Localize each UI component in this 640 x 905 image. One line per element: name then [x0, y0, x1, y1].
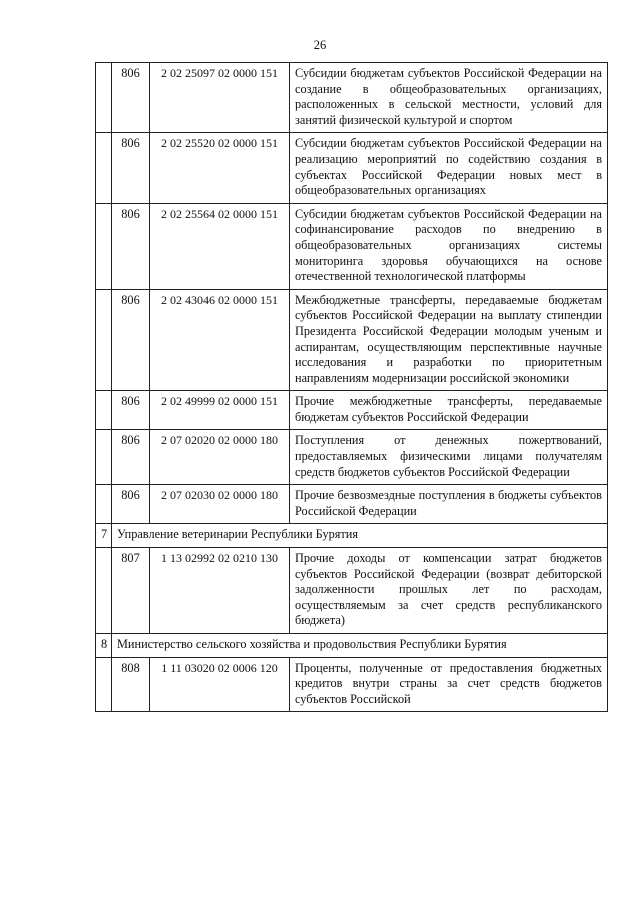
row-number-cell	[96, 203, 112, 289]
revenue-code-cell: 1 13 02992 02 0210 130	[150, 548, 290, 634]
admin-code-cell: 806	[112, 430, 150, 485]
revenue-code-cell: 2 02 49999 02 0000 151	[150, 391, 290, 430]
page-number: 26	[313, 38, 327, 52]
table-row	[96, 657, 608, 712]
revenue-name-cell: Прочие межбюджетные трансферты, передаваемые бюджетам субъектов Российской Федерации	[290, 391, 608, 430]
table-row	[96, 63, 608, 133]
row-number-cell	[96, 548, 112, 634]
section-number: 8	[96, 634, 112, 658]
revenue-name-cell: Субсидии бюджетам субъектов Российской Федерации на реализацию мероприятий по содействию создания в субъектах Российской Федерации новых мест в общеобразовательных организациях	[290, 133, 608, 203]
revenue-code-table	[95, 62, 608, 712]
revenue-name-cell: Прочие безвозмездные поступления в бюджеты субъектов Российской Федерации	[290, 485, 608, 524]
section-row	[96, 524, 608, 548]
revenue-name-cell: Поступления от денежных пожертвований, предоставляемых физическими лицами получателям средств бюджетов субъектов Российской Федерации	[290, 430, 608, 485]
row-number-cell	[96, 63, 112, 133]
revenue-name-cell: Проценты, полученные от предоставления бюджетных кредитов внутри страны за счет средств бюджетов субъектов Российской	[290, 657, 608, 712]
revenue-name-cell: Субсидии бюджетам субъектов Российской Федерации на создание в общеобразовательных организациях, расположенных в сельской местности, условий для занятий физической культурой и спортом	[290, 63, 608, 133]
revenue-code-cell: 2 02 25520 02 0000 151	[150, 133, 290, 203]
table-row	[96, 485, 608, 524]
revenue-code-cell: 1 11 03020 02 0006 120	[150, 657, 290, 712]
admin-code-cell: 806	[112, 391, 150, 430]
admin-code-cell: 806	[112, 203, 150, 289]
table-row	[96, 430, 608, 485]
row-number-cell	[96, 391, 112, 430]
row-number-cell	[96, 657, 112, 712]
section-title: Министерство сельского хозяйства и продовольствия Республики Бурятия	[112, 634, 608, 658]
admin-code-cell: 806	[112, 289, 150, 391]
admin-code-cell: 806	[112, 133, 150, 203]
revenue-name-cell: Межбюджетные трансферты, передаваемые бюджетам субъектов Российской Федерации на выплату стипендии Президента Российской Федерации молодым ученым и аспирантам, осуществляющим перспективные научные исследования и разработки по приоритетным направлениям модернизации российской экономики	[290, 289, 608, 391]
revenue-code-cell: 2 02 25097 02 0000 151	[150, 63, 290, 133]
table-row	[96, 391, 608, 430]
revenue-code-cell: 2 02 43046 02 0000 151	[150, 289, 290, 391]
row-number-cell	[96, 430, 112, 485]
section-title: Управление ветеринарии Республики Бурятия	[112, 524, 608, 548]
section-number: 7	[96, 524, 112, 548]
revenue-code-cell: 2 07 02020 02 0000 180	[150, 430, 290, 485]
admin-code-cell: 806	[112, 63, 150, 133]
revenue-code-cell: 2 07 02030 02 0000 180	[150, 485, 290, 524]
table-row	[96, 133, 608, 203]
table-row	[96, 203, 608, 289]
revenue-name-cell: Субсидии бюджетам субъектов Российской Федерации на софинансирование расходов по внедрению в общеобразовательных организациях системы мониторинга здоровья обучающихся на основе отечественной технологической платформы	[290, 203, 608, 289]
admin-code-cell: 808	[112, 657, 150, 712]
table-body	[96, 63, 608, 712]
table-row	[96, 548, 608, 634]
admin-code-cell: 806	[112, 485, 150, 524]
section-row	[96, 634, 608, 658]
admin-code-cell: 807	[112, 548, 150, 634]
revenue-name-cell: Прочие доходы от компенсации затрат бюджетов субъектов Российской Федерации (возврат дебиторской задолженности прошлых лет по расходам, осуществляемым за счет средств республиканского бюджета)	[290, 548, 608, 634]
table-row	[96, 289, 608, 391]
row-number-cell	[96, 289, 112, 391]
row-number-cell	[96, 485, 112, 524]
revenue-code-cell: 2 02 25564 02 0000 151	[150, 203, 290, 289]
row-number-cell	[96, 133, 112, 203]
